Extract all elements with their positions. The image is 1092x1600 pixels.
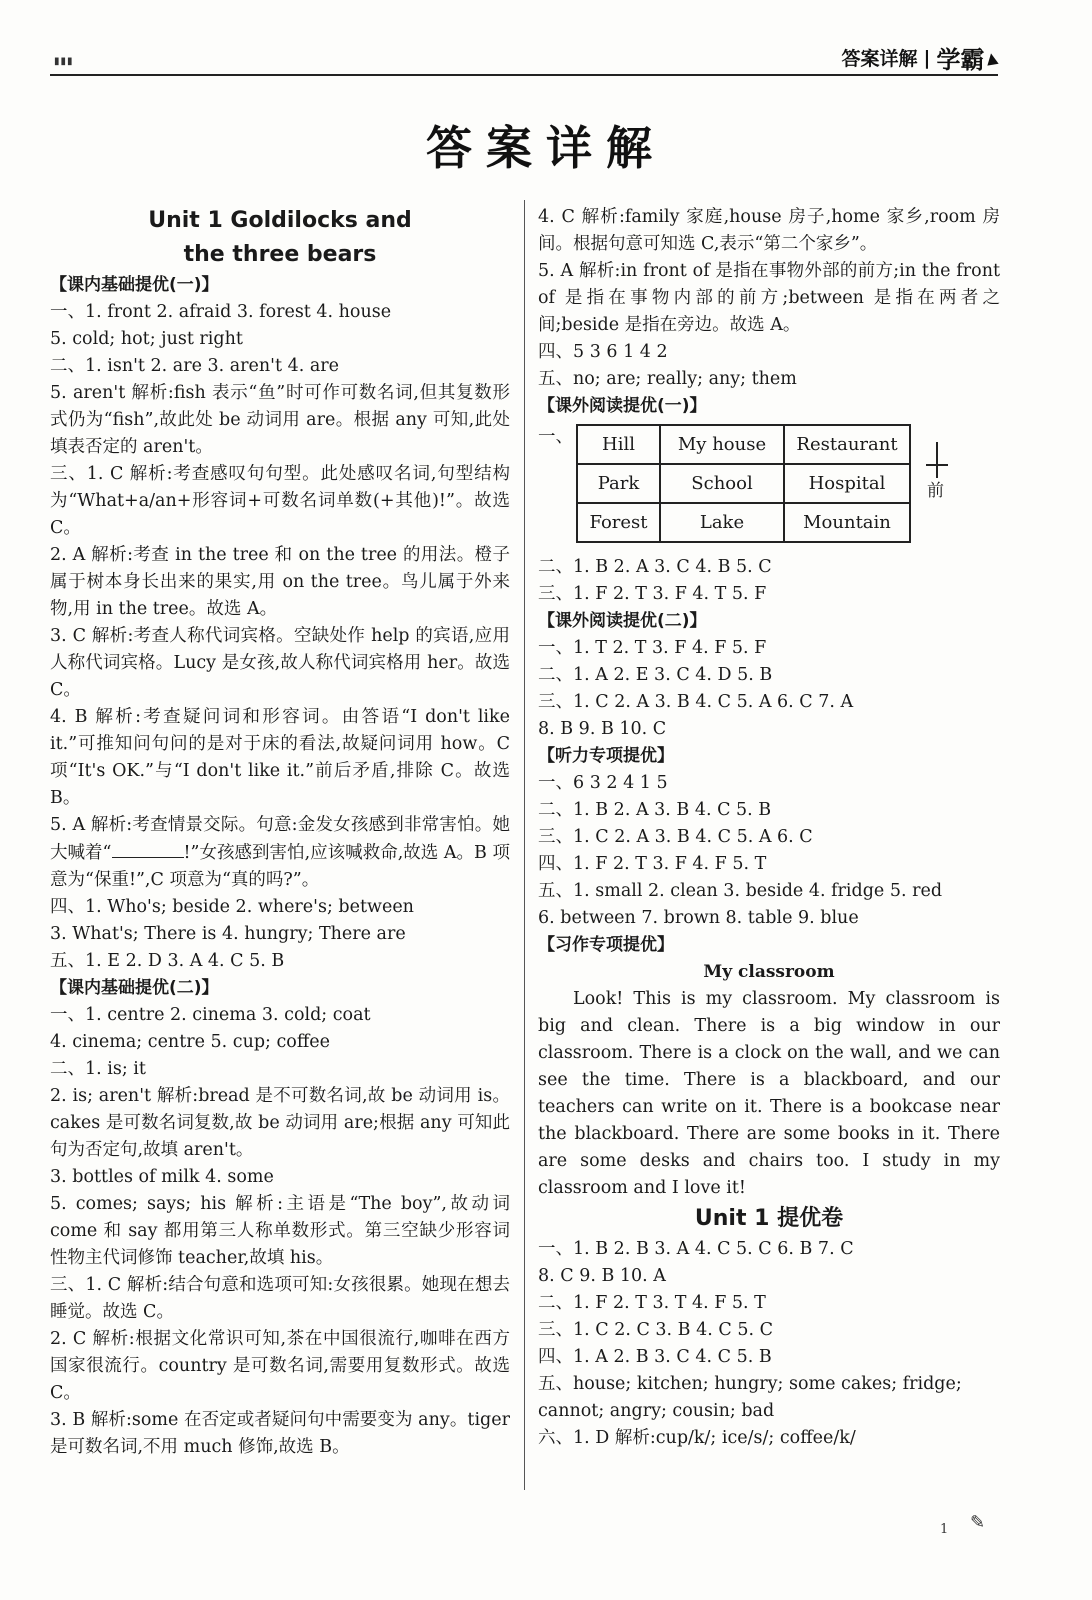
table-row [577, 425, 910, 464]
explanation-paragraph: 5. A 解析:in front of 是指在事物外部的前方;in the front of 是指在事物内部的前方;between 是指在两者之间;beside 是指在旁边。故选 A。 [538, 261, 1000, 335]
answer-line: 一、1. T 2. T 3. F 4. F 5. F [538, 638, 767, 658]
explanation-paragraph [50, 812, 510, 894]
answer-line: 一、1. B 2. B 3. A 4. C 5. C 6. B 7. C [538, 1239, 854, 1259]
answer-line: 5. cold; hot; just right [50, 329, 243, 349]
table-row [577, 464, 910, 503]
answer-line: 二、1. F 2. T 3. T 4. F 5. T [538, 1293, 766, 1313]
answer-line: 四、1. Who's; beside 2. where's; between [50, 897, 414, 917]
explanation-paragraph: 2. C 解析:根据文化常识可知,茶在中国很流行,咖啡在西方国家很流行。country 是可数名词,需要用复数形式。故选 C。 [50, 1329, 510, 1403]
table-row [577, 503, 910, 542]
explanation-paragraph: 5. comes; says; his 解析:主语是“The boy”,故动词 come 和 say 都用第三人称单数形式。第三空缺少形容词性物主代词修饰 teacher,故填 his。 [50, 1194, 510, 1268]
direction-arrow-icon [936, 442, 938, 478]
graduation-cap-icon: ▲ [984, 47, 1000, 68]
answer-line: 五、no; are; really; any; them [538, 369, 797, 389]
answer-line: 二、1. A 2. E 3. C 4. D 5. B [538, 665, 773, 685]
table-cell: Hospital [784, 464, 910, 503]
explanation-paragraph: 4. C 解析:family 家庭,house 房子,home 家乡,room 房间。根据句意可知选 C,表示“第二个家乡”。 [538, 207, 1000, 254]
header-brand-block [841, 40, 998, 75]
section-heading: 【课内基础提优(一)】 [50, 275, 219, 295]
answer-line: 五、1. small 2. clean 3. beside 4. fridge 5. red [538, 881, 943, 901]
table-cell: Mountain [784, 503, 910, 542]
answer-line: 6. between 7. brown 8. table 9. blue [538, 908, 859, 928]
section-heading: 【听力专项提优】 [538, 746, 674, 766]
unit-title-line-2: the three bears [183, 242, 377, 267]
answer-line: 4. cinema; centre 5. cup; coffee [50, 1032, 330, 1052]
pen-icon: ✎ [970, 1512, 986, 1533]
answer-line: 三、1. C 2. A 3. B 4. C 5. A 6. C 7. A [538, 692, 854, 712]
fill-blank [112, 839, 184, 858]
table-cell: School [660, 464, 784, 503]
map-answer-block [538, 424, 1000, 550]
explanation-paragraph: 3. B 解析:some 在否定或者疑问句中需要变为 any。tiger 是可数名词,不用 much 修饰,故选 B。 [50, 1410, 510, 1457]
explanation-paragraph: 2. is; aren't 解析:bread 是不可数名词,故 be 动词用 is。cakes 是可数名词复数,故 be 动词用 are;根据 any 可知此句为否定句,故填 aren't。 [50, 1086, 510, 1160]
answer-line: 一、1. front 2. afraid 3. forest 4. house [50, 302, 392, 322]
explanation-text: 5. A 解析:考查情景交际。句意:金发女孩感到非常害怕。她大喊着“ [50, 815, 510, 863]
page-title: 答案详解 [426, 121, 666, 175]
answer-line: 三、1. C 2. A 3. B 4. C 5. A 6. C [538, 827, 813, 847]
essay-title: My classroom [703, 962, 835, 982]
table-cell: Lake [660, 503, 784, 542]
header-brand: 学霸 [936, 46, 985, 74]
column-divider [524, 200, 525, 1490]
explanation-paragraph: 4. B 解析:考查疑问词和形容词。由答语“I don't like it.”可推知问句问的是对于床的看法,故疑问词用 how。C 项“It's OK.”与“I don't like it.”前后矛盾,排除 C。故选 B。 [50, 707, 510, 808]
table-cell: Hill [577, 425, 660, 464]
answer-line: 六、1. D 解析:cup/k/; ice/s/; coffee/k/ [538, 1428, 856, 1448]
explanation-text: !”女孩感到害怕,应该喊救命,故选 A。B 项意为“保重!”,C 项意为“真的吗?”。 [50, 843, 510, 890]
answer-line: 二、1. B 2. A 3. C 4. B 5. C [538, 557, 772, 577]
section-heading: 【课外阅读提优(二)】 [538, 611, 707, 631]
unit-title-line-1: Unit 1 Goldilocks and [148, 208, 412, 233]
header-section-label: 答案详解 [841, 48, 918, 70]
section-heading: 【课内基础提优(二)】 [50, 978, 219, 998]
answer-line: 8. C 9. B 10. A [538, 1266, 666, 1286]
answer-line: 二、1. B 2. A 3. B 4. C 5. B [538, 800, 772, 820]
answer-line: 3. What's; There is 4. hungry; There are [50, 924, 406, 944]
answer-line: 四、5 3 6 1 4 2 [538, 342, 668, 362]
answer-line: 四、1. A 2. B 3. C 4. C 5. B [538, 1347, 772, 1367]
header-separator: | [923, 46, 931, 69]
section-heading: 【习作专项提优】 [538, 935, 674, 955]
answer-line: 三、1. F 2. T 3. F 4. T 5. F [538, 584, 767, 604]
direction-marker [922, 442, 952, 512]
page-number: 1 [940, 1522, 949, 1537]
answer-line: 二、1. is; it [50, 1059, 146, 1079]
question-label: 一、 [538, 427, 573, 447]
table-cell: Restaurant [784, 425, 910, 464]
answer-line: 五、1. E 2. D 3. A 4. C 5. B [50, 951, 285, 971]
explanation-paragraph: 5. aren't 解析:fish 表示“鱼”时可作可数名词,但其复数形式仍为“fish”,故此处 be 动词用 are。根据 any 可知,此处填表否定的 aren't。 [50, 383, 510, 457]
answer-line: 三、1. C 2. C 3. B 4. C 5. C [538, 1320, 773, 1340]
answer-line: 五、house; kitchen; hungry; some cakes; fridge; [538, 1374, 962, 1394]
map-table [576, 424, 911, 543]
explanation-paragraph: 三、1. C 解析:结合句意和选项可知:女孩很累。她现在想去睡觉。故选 C。 [50, 1275, 510, 1322]
page-header [50, 34, 998, 76]
explanation-paragraph: 三、1. C 解析:考查感叹句句型。此处感叹名词,句型结构为“What+a/an+形容词+可数名词单数(+其他)!”。故选 C。 [50, 464, 510, 538]
right-column [538, 204, 1000, 1452]
header-decoration: ▮▮▮ [54, 56, 74, 67]
table-cell: Forest [577, 503, 660, 542]
answer-line: 二、1. isn't 2. are 3. aren't 4. are [50, 356, 339, 376]
table-cell: Park [577, 464, 660, 503]
direction-label: 前 [927, 481, 944, 501]
left-column [50, 204, 510, 1461]
answer-line: 3. bottles of milk 4. some [50, 1167, 274, 1187]
answer-line: 8. B 9. B 10. C [538, 719, 667, 739]
answer-line: cannot; angry; cousin; bad [538, 1401, 775, 1421]
section-heading: 【课外阅读提优(一)】 [538, 396, 707, 416]
answer-line: 一、6 3 2 4 1 5 [538, 773, 668, 793]
sample-essay: Look! This is my classroom. My classroom is big and clean. There is a big window in our classroom. There is a clock on the wall, and we can see the time. There is a blackboard, and our teachers can write on it. There is a bookcase near the blackboard. There are some books in it. There are some desks and chairs too. I study in my classroom and I love it! [538, 989, 1000, 1198]
answer-line: 一、1. centre 2. cinema 3. cold; coat [50, 1005, 371, 1025]
explanation-paragraph: 3. C 解析:考查人称代词宾格。空缺处作 help 的宾语,应用人称代词宾格。Lucy 是女孩,故人称代词宾格用 her。故选 C。 [50, 626, 510, 700]
direction-cross-icon [926, 464, 948, 466]
answer-line: 四、1. F 2. T 3. F 4. F 5. T [538, 854, 767, 874]
unit-test-title: Unit 1 提优卷 [694, 1206, 844, 1231]
explanation-paragraph: 2. A 解析:考查 in the tree 和 on the tree 的用法。橙子属于树本身长出来的果实,用 on the tree。鸟儿属于外来物,用 in the tree。故选 A。 [50, 545, 510, 619]
table-cell: My house [660, 425, 784, 464]
